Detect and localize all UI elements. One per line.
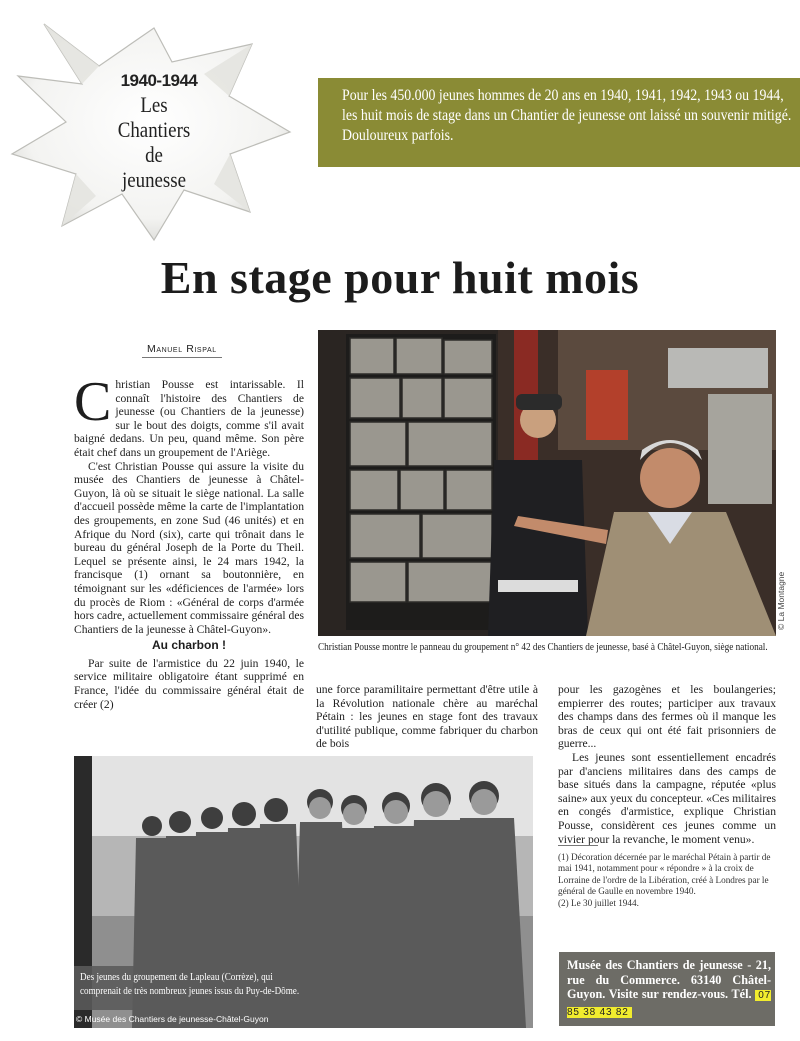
article-paragraph-4: Les jeunes sont essentiellement encadrés par d'anciens militaires dans des camps de base situés dans la campagne, réputée «plus saine» aux yeux du concepteur. «Ces militaires en congés d'armistice, explique Christian Pousse, considèrent ces jeunes comme un vivier pour la revanche, le moment venu».	[558, 750, 776, 846]
byline: Manuel Rispal	[147, 343, 217, 355]
byline-rule	[142, 357, 222, 358]
article-paragraph-3c: pour les gazogènes et les boulangeries; empierrer des routes; participer aux travaux des champs dans des fermes où il manque les bras de ceux qui ont été fait prisonniers de guerre...	[558, 683, 776, 751]
article-paragraph-1: Christian Pousse est intarissable. Il connaît l'histoire des Chantiers de jeunesse (ou Chantiers de la jeunesse) sur le bout des doigts, comme s'il avait baigné dedans. Un peu, quand même. Son père était chef dans un groupement de l'Ariège.	[74, 371, 304, 459]
drop-cap: C	[74, 371, 112, 433]
footnote-2: (2) Le 30 juillet 1944.	[558, 897, 639, 908]
page-title: En stage pour huit mois	[160, 252, 640, 303]
article-column-1	[74, 371, 304, 711]
museum-info-box	[559, 952, 775, 1026]
museum-photo	[318, 330, 776, 636]
article-paragraph-3a: Par suite de l'armistice du 22 juin 1940, le service militaire obligatoire étant supprimé en France, l'idée du commissaire général était de créer (2)	[74, 656, 304, 711]
kicker-years: 1940-1944	[120, 71, 198, 90]
kicker-title: Les Chantiers de jeunesse	[117, 92, 191, 192]
photo2-credit: © Musée des Chantiers de jeunesse-Châtel-Guyon	[76, 1014, 269, 1024]
photo1-credit: © La Montagne	[776, 571, 786, 630]
article-paragraph-3b: une force paramilitaire permettant d'être utile à la Révolution nationale chère au maréchal Pétain : les jeunes en stage font des travaux d'utilité publique, comme fabriquer du charbon de bois	[316, 683, 538, 751]
photo1-caption: Christian Pousse montre le panneau du groupement n° 42 des Chantiers de jeunesse, basé à Châtel-Guyon, siège national.	[318, 642, 768, 653]
footnotes	[558, 852, 776, 909]
article-column-2	[316, 683, 538, 751]
subhead: Au charbon !	[152, 638, 226, 653]
photo2-caption: Des jeunes du groupement de Lapleau (Corrèze), qui comprenait de très nombreux jeunes issus du Puy-de-Dôme.	[74, 966, 318, 1010]
footnote-1: (1) Décoration décernée par le maréchal Pétain à partir de mai 1941, notamment pour « répondre » à la croix de Lorraine de l'ordre de la Libération, créé à Londres par le général de Gaulle en novembre 1940.	[558, 852, 771, 897]
intro-text: Pour les 450.000 jeunes hommes de 20 ans en 1940, 1941, 1942, 1943 ou 1944, les huit mois de stage dans un Chantier de jeunesse ont laissé un souvenir mitigé. Douloureux parfois.	[342, 85, 792, 144]
article-column-3	[558, 683, 776, 846]
phone-number: 07 85 38 43 82	[567, 990, 771, 1018]
article-paragraph-2: C'est Christian Pousse qui assure la visite du musée des Chantiers de jeunesse à Châtel-Guyon, là où se situait le siège national. La salle d'accueil possède même la carte de l'implantation des groupements, en zone Sud (46 unités) et en Afrique du Nord (six), carte qui trônait dans le bureau du général Joseph de la Porte du Theil. Lequel se présente ainsi, le 24 mars 1942, la francisque (1) ornant sa boutonnière, en témoignant sur les «déficiences de l'armée» lors du procès de Riom : «Général de corps d'armée hors cadre, actuellement commissaire général des Chantiers de la jeunesse à Châtel-Guyon».	[74, 459, 304, 636]
footnote-rule	[558, 845, 598, 846]
museum-info-text: Musée des Chantiers de jeunesse - 21, rue du Commerce. 63140 Châtel-Guyon. Visite sur rendez-vous. Tél.	[567, 958, 771, 1001]
intro-banner	[318, 78, 800, 167]
